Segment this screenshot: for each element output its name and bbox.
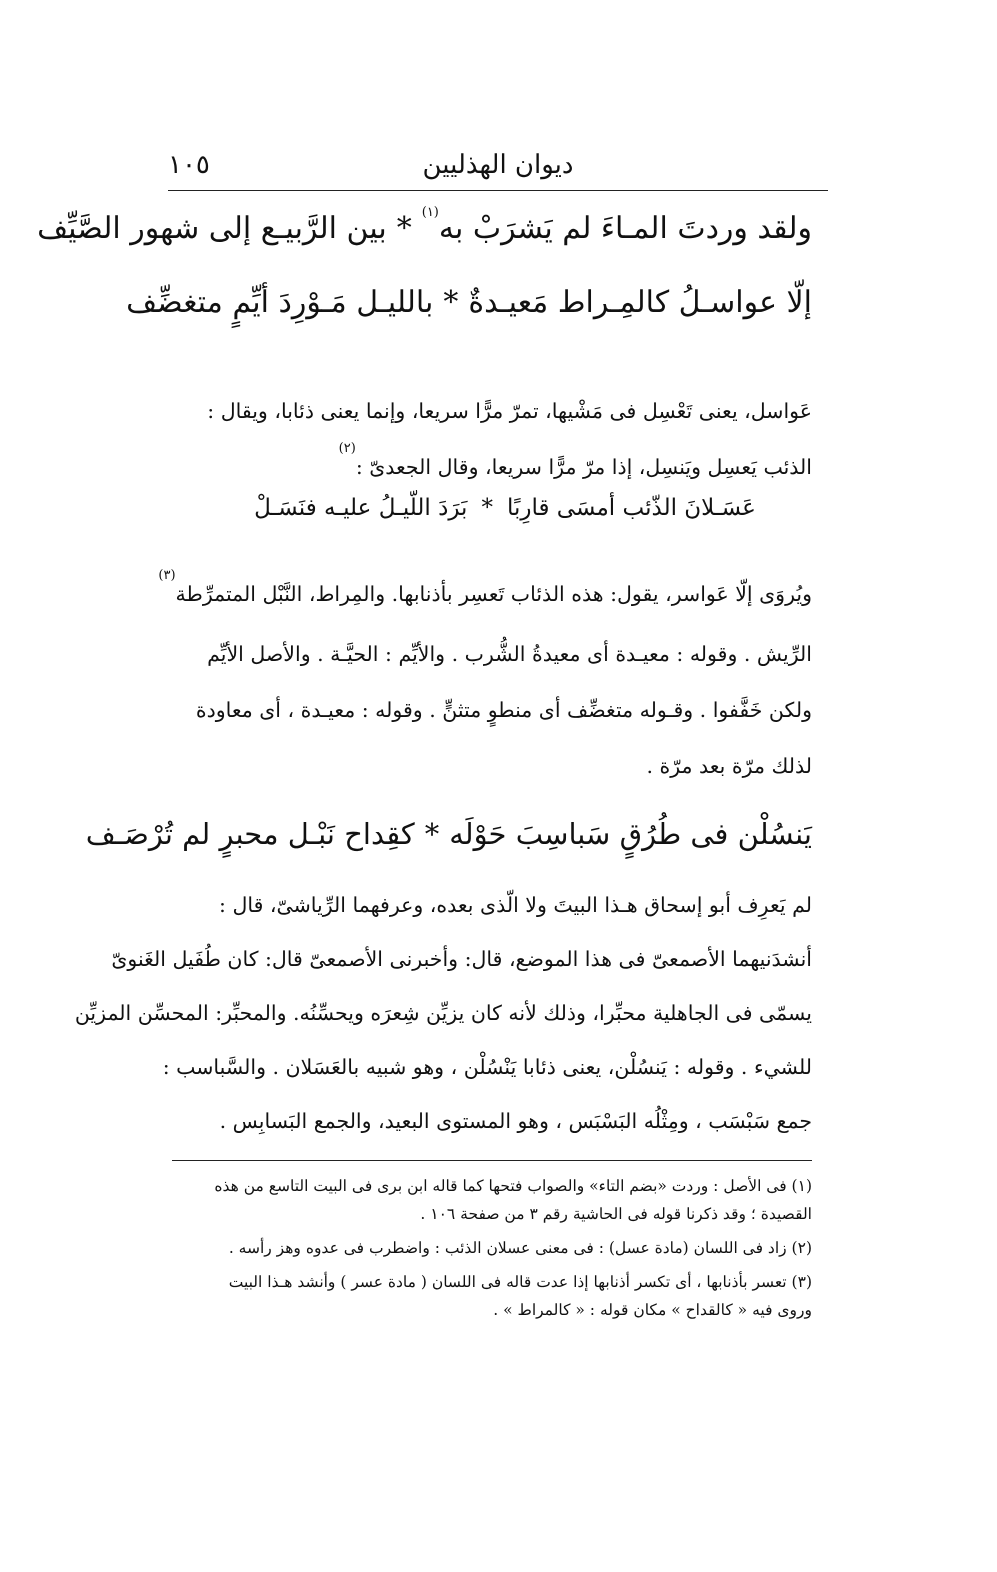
- commentary-line: [158, 566, 812, 626]
- verse-hemistich: إلّا عواسـلُ كالمِـراط مَعيـدةٌ: [468, 285, 812, 320]
- verse-two-line: [85, 815, 812, 853]
- commentary-line: عَواسل، يعنى تَعْسِل فى مَشْيها، تمرّ مرًّا سريعا، وإنما يعنى ذئابا، ويقال :: [207, 399, 812, 423]
- footnote-line: القصيدة ؛ وقد ذكرنا قوله فى الحاشية رقم ٣ من صفحة ١٠٦ .: [420, 1205, 812, 1223]
- commentary-text: ويُروَى إلّا عَواسر، يقول: هذه الذئاب تَعسِر بأذنابها. والمِراط، النَّبْل المتمرِّطة: [175, 582, 812, 606]
- verse-hemistich: بَرَدَ اللّيـلُ عليـه فنَسَـلْ: [254, 495, 468, 521]
- footnote-ref-2: (٢): [338, 441, 356, 456]
- commentary-line: جمع سَبْسَب ، ومِثْلُه البَسْبَس ، وهو المستوى البعيد، والجمع البَسابِس .: [219, 1109, 812, 1133]
- page-number: ١٠٥: [168, 150, 210, 180]
- verse-separator: *: [424, 817, 440, 851]
- commentary-line: الرِّيش . وقوله : معيـدة أى معيدةُ الشُّرب . والأيِّم : الحيَّـة . والأصل الأيِّم: [207, 642, 812, 666]
- commentary-line: [172, 439, 812, 499]
- commentary-line: يسمّى فى الجاهلية محبِّرا، وذلك لأنه كان يزيِّن شِعرَه ويحسِّنُه. والمحبِّر: المحسِّن المزيِّن: [74, 1001, 812, 1025]
- commentary-line: ولكن خَفَّفوا . وقـوله متغضِّف أى منطوٍ متثنٍّ . وقوله : معيـدة ، أى معاودة: [195, 698, 812, 722]
- verse-hemistich: بين الرَّبيـع إلى شهور الصَّيِّف: [37, 211, 387, 246]
- verse-hemistich: بالليـل مَـوْرِدَ أيِّمٍ متغضِّف: [126, 285, 434, 320]
- footnote-2: [172, 1234, 812, 1262]
- commentary-paragraph-1: [172, 383, 812, 499]
- commentary-paragraph-2: [158, 566, 812, 794]
- verse-hemistich: يَنسُلْن فى طُرُقٍ سَباسِبَ حَوْلَه: [449, 817, 812, 851]
- running-title: ديوان الهذليين: [422, 150, 574, 180]
- verse-separator: *: [443, 285, 459, 320]
- verse-one: [37, 205, 812, 322]
- verse-hemistich: ولقد وردتَ المـاءَ لم يَشرَبْ به: [438, 211, 812, 246]
- commentary-line: أنشدَنيهما الأصمعىّ فى هذا الموضع، قال: وأخبرنى الأصمعىّ قال: كان طُفَيل الغَنوىّ: [111, 947, 812, 971]
- footnotes: [172, 1172, 812, 1330]
- header-rule: [168, 190, 828, 191]
- verse-hemistich: كقِداح نَبْـل محبرٍ لم تُرْصَـف: [85, 817, 415, 851]
- commentary-line: للشيء . وقوله : يَنسُلْن، يعنى ذئابا يَنْسُلْن ، وهو شبيه بالعَسَلان . والسَّباسب :: [162, 1055, 812, 1079]
- footnote-1: [172, 1172, 812, 1228]
- commentary-paragraph-3: [74, 878, 812, 1148]
- commentary-text: الذئب يَعسِل ويَنسِل، إذا مرّ مرًّا سريعا، وقال الجعدىّ :: [355, 455, 812, 479]
- footnote-rule: [172, 1160, 812, 1161]
- verse-two: [85, 815, 812, 853]
- footnote-ref-3: (٣): [158, 568, 176, 583]
- verse-one-line-2: [126, 284, 812, 322]
- footnote-line: (١) فى الأصل : وردت «بضم التاء» والصواب فتحها كما قاله ابن برى فى البيت التاسع من هذه: [214, 1177, 812, 1195]
- quoted-verse: [240, 495, 770, 521]
- verse-separator: *: [396, 211, 412, 246]
- footnote-line: (٣) تعسر بأذنابها ، أى تكسر أذنابها إذا عدت قاله فى اللسان ( مادة عسر ) وأنشد هـذا البيت: [228, 1273, 812, 1291]
- footnote-3: [172, 1268, 812, 1324]
- commentary-line: لم يَعرِف أبو إسحاق هـذا البيتَ ولا الّذى بعده، وعرفهما الرِّياشىّ، قال :: [219, 893, 812, 917]
- footnote-line: (٢) زاد فى اللسان (مادة عسل) : فى معنى عسلان الذئب : واضطرب فى عدوه وهز رأسه .: [228, 1239, 812, 1257]
- footnote-ref-1: (١): [421, 205, 439, 220]
- footnote-line: وروى فيه « كالقداح » مكان قوله : « كالمراط » .: [493, 1301, 812, 1319]
- commentary-line: لذلك مرّة بعد مرّة .: [646, 754, 812, 778]
- verse-separator: *: [481, 495, 493, 521]
- verse-hemistich: عَسَـلانَ الذّئب أمسَى قارِبًا: [506, 495, 756, 521]
- page-header: [168, 150, 828, 186]
- verse-one-line-1: [37, 205, 812, 254]
